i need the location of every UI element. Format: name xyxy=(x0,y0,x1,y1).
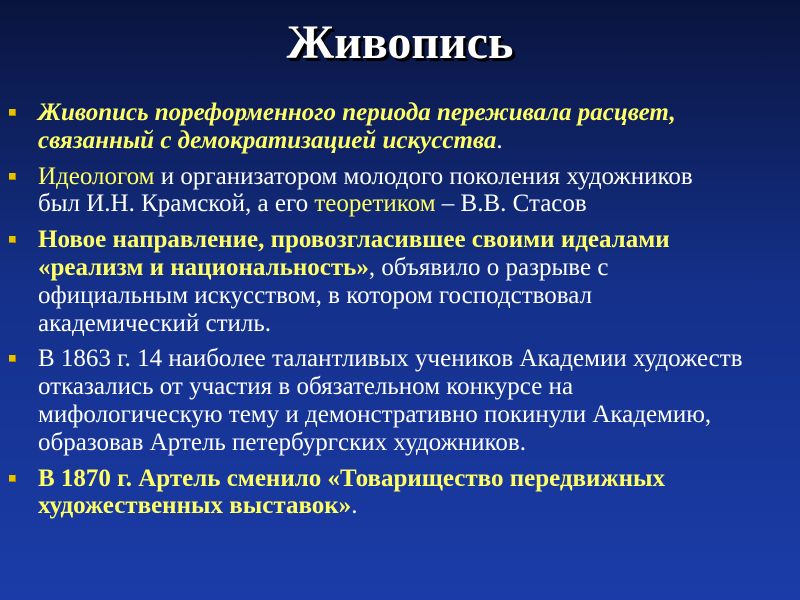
bullet-text: , объявило о разрыве с xyxy=(368,253,609,281)
bullet-text: и организатором молодого поколения художников xyxy=(154,162,693,190)
bullet-line xyxy=(38,127,800,155)
bullet-line xyxy=(38,226,800,254)
square-bullet-icon xyxy=(9,236,16,243)
bullet-text: образовав Артель петербургских художников. xyxy=(38,428,526,456)
bullet-text: В 1863 г. 14 наиболее талантливых учеников Академии художеств xyxy=(38,345,743,373)
bullet-text: академический стиль. xyxy=(38,309,272,337)
bullet-text: теоретиком xyxy=(314,190,436,218)
bullet-text: Идеологом xyxy=(38,162,155,190)
bullet-line xyxy=(38,310,800,338)
bullet-line xyxy=(38,254,800,282)
bullet-line xyxy=(38,282,800,310)
bullet-text: – В.В. Стасов xyxy=(435,190,587,218)
bullet-text: Новое направление, провозгласившее своими идеалами xyxy=(38,226,670,254)
bullet-line xyxy=(38,190,800,218)
bullet-text: мифологическую тему и демонстративно покинули Академию, xyxy=(38,400,712,428)
square-bullet-icon xyxy=(9,109,16,116)
square-bullet-icon xyxy=(9,173,16,180)
bullet-text: В 1870 г. Артель сменило «Товарищество передвижных xyxy=(38,464,665,492)
bullet-text: Живопись пореформенного периода переживала расцвет, xyxy=(38,99,676,126)
bullet-list xyxy=(0,99,800,520)
square-bullet-icon xyxy=(9,355,16,362)
bullet-item-3 xyxy=(0,226,800,337)
bullet-text: . xyxy=(496,126,503,154)
bullet-line xyxy=(38,401,800,429)
bullet-item-4 xyxy=(0,345,800,456)
bullet-text: отказались от участия в обязательном конкурсе на xyxy=(38,373,574,401)
bullet-line xyxy=(38,99,800,127)
bullet-item-2 xyxy=(0,163,800,219)
bullet-line xyxy=(38,465,800,493)
bullet-line xyxy=(38,345,800,373)
bullet-text: был И.Н. Крамской, а его xyxy=(38,190,315,218)
bullet-line xyxy=(38,373,800,401)
bullet-line xyxy=(38,492,800,520)
slide-title: Живопись xyxy=(286,16,514,69)
bullet-text: связанный с демократизацией искусства xyxy=(38,126,497,154)
bullet-item-5 xyxy=(0,465,800,521)
bullet-text: официальным искусством, в котором господствовал xyxy=(38,281,593,309)
bullet-line xyxy=(38,163,800,191)
bullet-text: художественных выставок» xyxy=(38,492,352,520)
bullet-line xyxy=(38,429,800,457)
bullet-text: «реализм и национальность» xyxy=(38,253,369,281)
bullet-item-1 xyxy=(0,99,800,155)
bullet-text: . xyxy=(351,492,358,520)
square-bullet-icon xyxy=(9,475,16,482)
